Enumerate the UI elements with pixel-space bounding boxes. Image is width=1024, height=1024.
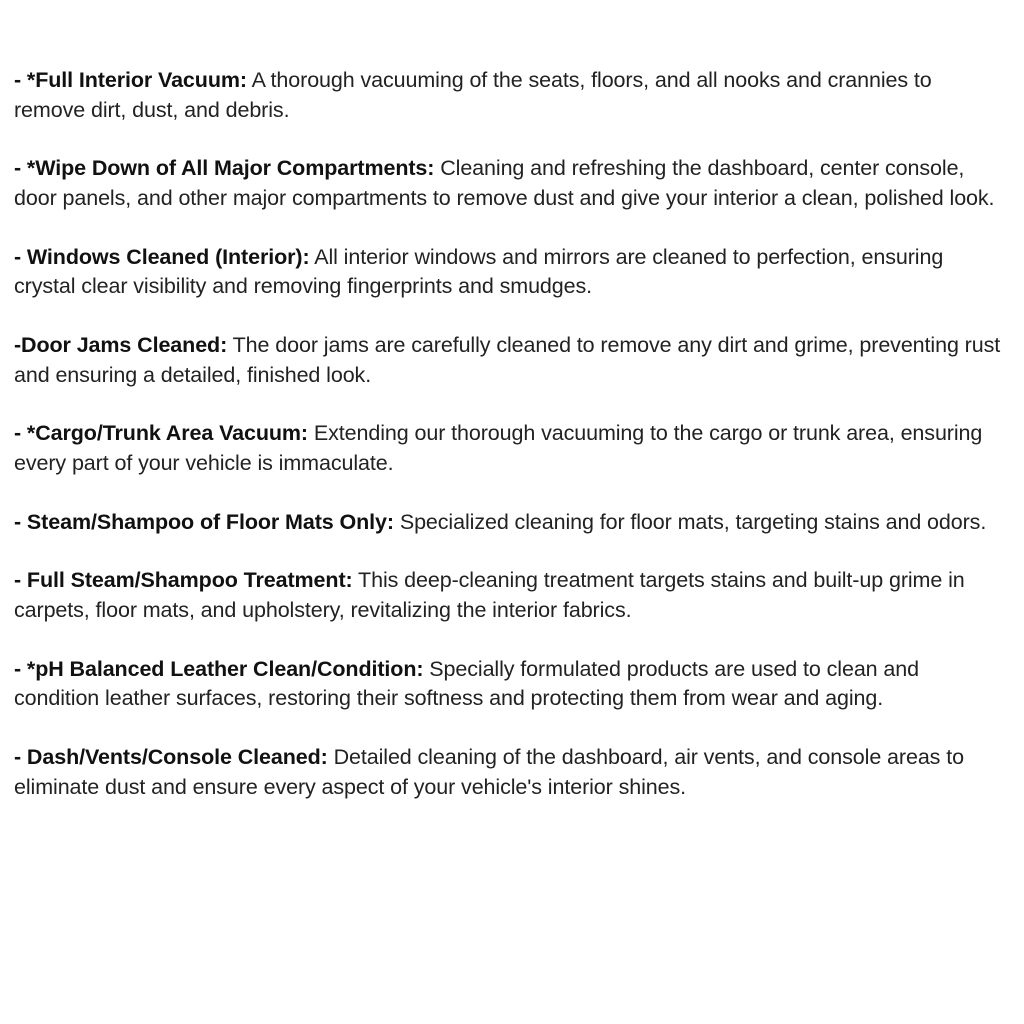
list-item <box>14 66 1008 125</box>
service-description: Detailed cleaning of the dashboard, air vents, and console areas to eliminate dust and ensure every aspect of your vehicle's interior shines. <box>14 744 964 799</box>
service-title: - Windows Cleaned (Interior): <box>14 244 310 269</box>
service-description: All interior windows and mirrors are cleaned to perfection, ensuring crystal clear visibility and removing fingerprints and smudges. <box>14 244 944 299</box>
service-title: - *Wipe Down of All Major Compartments: <box>14 156 435 181</box>
service-title: - *pH Balanced Leather Clean/Condition: <box>14 656 424 681</box>
service-title: - Dash/Vents/Console Cleaned: <box>14 744 328 769</box>
service-list <box>14 66 1008 802</box>
list-item <box>14 331 1008 390</box>
service-title: - *Cargo/Trunk Area Vacuum: <box>14 421 308 446</box>
list-item <box>14 655 1008 714</box>
service-description: A thorough vacuuming of the seats, floors, and all nooks and crannies to remove dirt, dust, and debris. <box>14 68 932 122</box>
service-description: Specially formulated products are used to clean and condition leather surfaces, restoring their softness and protecting them from wear and aging. <box>14 656 919 711</box>
service-title: -Door Jams Cleaned: <box>14 332 228 357</box>
service-title: - *Full Interior Vacuum: <box>14 68 247 92</box>
service-title: - Full Steam/Shampoo Treatment: <box>14 568 353 593</box>
service-description: Extending our thorough vacuuming to the cargo or trunk area, ensuring every part of your vehicle is immaculate. <box>14 421 983 475</box>
list-item <box>14 154 1008 213</box>
service-description: The door jams are carefully cleaned to remove any dirt and grime, preventing rust and ensuring a detailed, finished look. <box>14 332 1001 387</box>
list-item <box>14 566 1008 625</box>
service-description: Cleaning and refreshing the dashboard, center console, door panels, and other major compartments to remove dust and give your interior a clean, polished look. <box>14 156 995 210</box>
service-title: - Steam/Shampoo of Floor Mats Only: <box>14 509 394 534</box>
list-item <box>14 743 1008 802</box>
list-item <box>14 419 1008 478</box>
service-description: Specialized cleaning for floor mats, targeting stains and odors. <box>393 509 987 534</box>
list-item <box>14 243 1008 302</box>
list-item <box>14 508 1008 538</box>
service-description: This deep-cleaning treatment targets stains and built-up grime in carpets, floor mats, and upholstery, revitalizing the interior fabrics. <box>14 568 965 622</box>
